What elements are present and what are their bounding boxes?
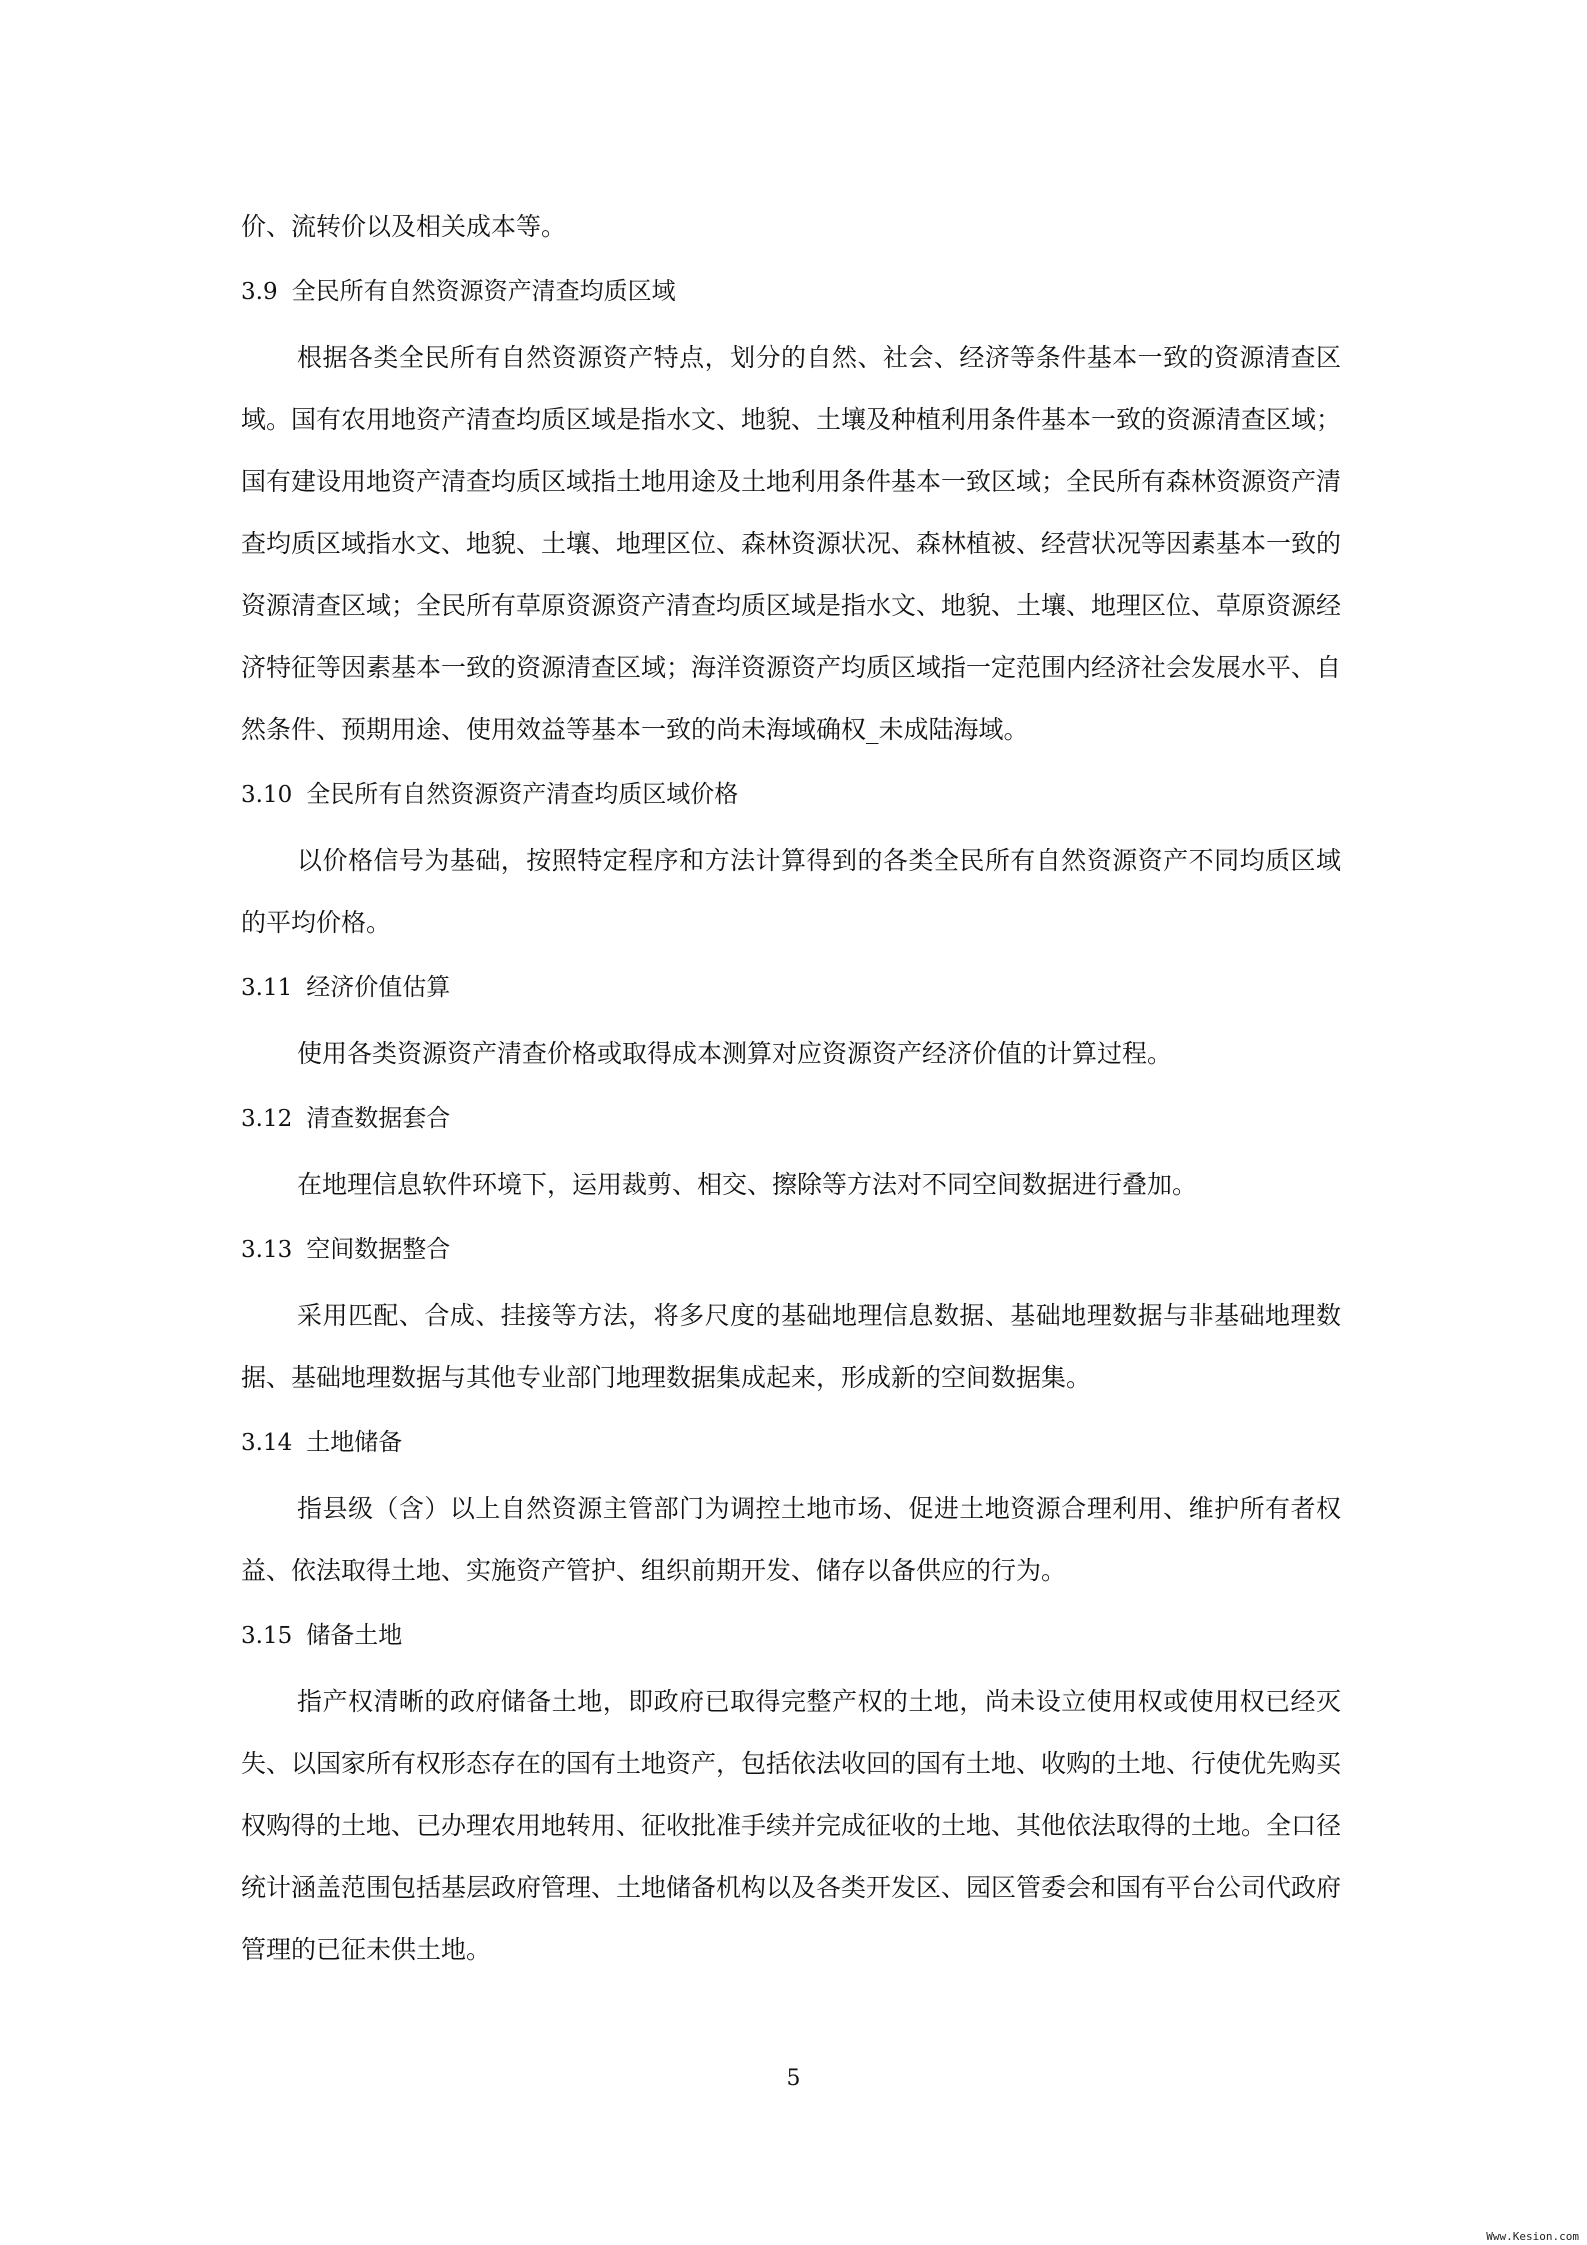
watermark: Www.Kesion.com	[1486, 2230, 1579, 2243]
section-heading	[241, 1087, 1341, 1150]
section-paragraph: 指县级（含）以上自然资源主管部门为调控土地市场、促进土地资源合理利用、维护所有者权益、依法取得土地、实施资产管护、组织前期开发、储存以备供应的行为。	[241, 1494, 1341, 1585]
section-number: 3.15	[241, 1623, 293, 1649]
section-number: 3.10	[241, 782, 293, 808]
section-3-10	[241, 763, 1341, 954]
section-title: 储备土地	[306, 1621, 403, 1649]
section-heading	[241, 1218, 1341, 1281]
section-3-12	[241, 1087, 1341, 1216]
section-3-11	[241, 956, 1341, 1085]
section-paragraph: 使用各类资源资产清查价格或取得成本测算对应资源资产经济价值的计算过程。	[297, 1039, 1173, 1068]
section-title: 清查数据套合	[306, 1104, 451, 1132]
section-number: 3.9	[241, 279, 278, 305]
section-title: 空间数据整合	[306, 1235, 451, 1263]
section-number: 3.11	[241, 975, 293, 1001]
section-3-9	[241, 260, 1341, 761]
section-number: 3.13	[241, 1237, 293, 1263]
section-title: 经济价值估算	[306, 973, 451, 1001]
section-number: 3.12	[241, 1106, 293, 1132]
section-heading	[241, 1604, 1341, 1667]
document-body	[241, 196, 1341, 1981]
page-number: 5	[786, 2066, 801, 2091]
section-heading	[241, 763, 1341, 826]
section-heading	[241, 1411, 1341, 1474]
section-paragraph: 采用匹配、合成、挂接等方法，将多尺度的基础地理信息数据、基础地理数据与非基础地理数据、基础地理数据与其他专业部门地理数据集成起来，形成新的空间数据集。	[241, 1301, 1341, 1392]
section-title: 土地储备	[306, 1428, 403, 1456]
section-heading	[241, 260, 1341, 323]
section-paragraph: 在地理信息软件环境下，运用裁剪、相交、擦除等方法对不同空间数据进行叠加。	[297, 1170, 1198, 1199]
section-number: 3.14	[241, 1430, 293, 1456]
section-paragraph: 指产权清晰的政府储备土地，即政府已取得完整产权的土地，尚未设立使用权或使用权已经灭失、以国家所有权形态存在的国有土地资产，包括依法收回的国有土地、收购的土地、行使优先购买权购得的土地、已办理农用地转用、征收批准手续并完成征收的土地、其他依法取得的土地。全口径统计涵盖范围包括基层政府管理、土地储备机构以及各类开发区、园区管委会和国有平台公司代政府管理的已征未供土地。	[241, 1687, 1342, 1964]
section-paragraph: 以价格信号为基础，按照特定程序和方法计算得到的各类全民所有自然资源资产不同均质区域的平均价格。	[241, 846, 1341, 937]
section-paragraph: 根据各类全民所有自然资源资产特点，划分的自然、社会、经济等条件基本一致的资源清查区域。国有农用地资产清查均质区域是指水文、地貌、土壤及种植利用条件基本一致的资源清查区域；国有建设用地资产清查均质区域指土地用途及土地利用条件基本一致区域；全民所有森林资源资产清查均质区域指水文、地貌、土壤、地理区位、森林资源状况、森林植被、经营状况等因素基本一致的资源清查区域；全民所有草原资源资产清查均质区域是指水文、地貌、土壤、地理区位、草原资源经济特征等因素基本一致的资源清查区域；海洋资源资产均质区域指一定范围内经济社会发展水平、自然条件、预期用途、使用效益等基本一致的尚未海域确权_未成陆海域。	[241, 343, 1342, 744]
intro-paragraph: 价、流转价以及相关成本等。	[241, 212, 567, 241]
section-3-13	[241, 1218, 1341, 1409]
section-3-14	[241, 1411, 1341, 1602]
section-3-15	[241, 1604, 1341, 1981]
section-heading	[241, 956, 1341, 1019]
section-title: 全民所有自然资源资产清查均质区域	[291, 277, 676, 305]
section-title: 全民所有自然资源资产清查均质区域价格	[306, 780, 739, 808]
